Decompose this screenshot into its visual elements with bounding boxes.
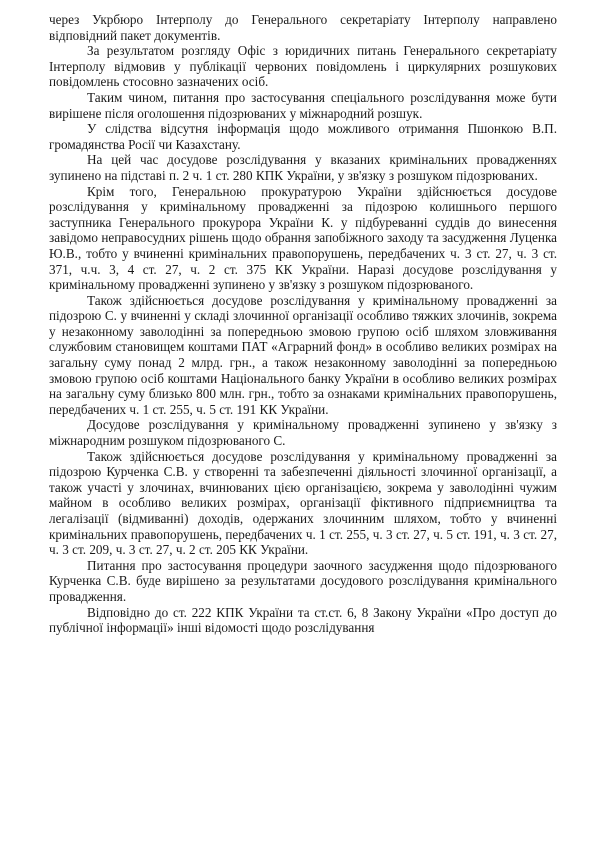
- paragraph-7: Також здійснюється досудове розслідування у кримінальному провадженні за підозрою С. у вчиненні у складі злочинної організації особливо тяжких злочинів, зокрема у незаконному заволодінні за попередньою змовою групою осіб шляхом зловживання службовим становищем коштами ПАТ «Аграрний фонд» в особливо великих розмірах на загальну суму понад 2 млрд. грн., а також незаконному заволодінні за попередньою змовою групою осіб коштами Національного банку України в особливо великих розмірах на загальну суму близько 800 млн. грн., тобто за ознаками кримінальних правопорушень, передбачених ч. 1 ст. 255, ч. 5 ст. 191 КК України.: [49, 292, 557, 417]
- paragraph-3: Таким чином, питання про застосування спеціального розслідування може бути вирішене після оголошення підозрюваних у міжнародний розшук.: [49, 89, 557, 121]
- paragraph-1: через Укрбюро Інтерполу до Генерального секретаріату Інтерполу направлено відповідний пакет документів.: [49, 12, 557, 43]
- paragraph-11: Відповідно до ст. 222 КПК України та ст.ст. 6, 8 Закону України «Про доступ до публічної інформації» інші відомості щодо розслідування: [49, 604, 557, 636]
- paragraph-4: У слідства відсутня інформація щодо можливого отримання Пшонкою В.П. громадянства Росії чи Казахстану.: [49, 121, 557, 152]
- document-body: [49, 12, 557, 636]
- paragraph-9: Також здійснюється досудове розслідування у кримінальному провадженні за підозрою Курченка С.В. у створенні та забезпеченні діяльності злочинної організації, а також участі у злочинах, вчинюваних цією організацією, зокрема у заволодінні чужим майном в особливо великих розмірах, організації фіктивного підприємництва та легалізації (відмиванні) доходів, одержаних злочинним шляхом, тобто у вчиненні кримінальних правопорушень, передбачених ч. 1 ст. 255, ч. 3 ст. 27, ч. 5 ст. 191, ч. 3 ст. 27, ч. 3 ст. 209, ч. 3 ст. 27, ч. 2 ст. 205 КК України.: [49, 448, 557, 558]
- paragraph-5: На цей час досудове розслідування у вказаних кримінальних провадженнях зупинено на підставі п. 2 ч. 1 ст. 280 КПК України, у зв'язку з розшуком підозрюваних.: [49, 152, 557, 183]
- paragraph-8: Досудове розслідування у кримінальному провадженні зупинено у зв'язку з міжнародним розшуком підозрюваного С.: [49, 417, 557, 449]
- paragraph-10: Питання про застосування процедури заочного засудження щодо підозрюваного Курченка С.В. буде вирішено за результатами досудового розслідування кримінального провадження.: [49, 557, 557, 604]
- paragraph-6: Крім того, Генеральною прокуратурою України здійснюється досудове розслідування у кримінальному провадженні за підозрою колишнього першого заступника Генерального прокурора України К. у підбуреванні суддів до винесення завідомо неправосудних рішень щодо обрання запобіжного заходу та засудження Луценка Ю.В., тобто у вчиненні кримінальних правопорушень, передбачених ч. 3 ст. 27, ч. 3 ст. 371, ч.ч. 3, 4 ст. 27, ч. 2 ст. 375 КК України. Наразі досудове розслідування у кримінальному провадженні зупинено у зв'язку з розшуком підозрюваного.: [49, 183, 557, 293]
- paragraph-2: За результатом розгляду Офіс з юридичних питань Генерального секретаріату Інтерполу відмовив у публікації червоних повідомлень і циркулярних розшукових повідомлень стосовно зазначених осіб.: [49, 43, 557, 90]
